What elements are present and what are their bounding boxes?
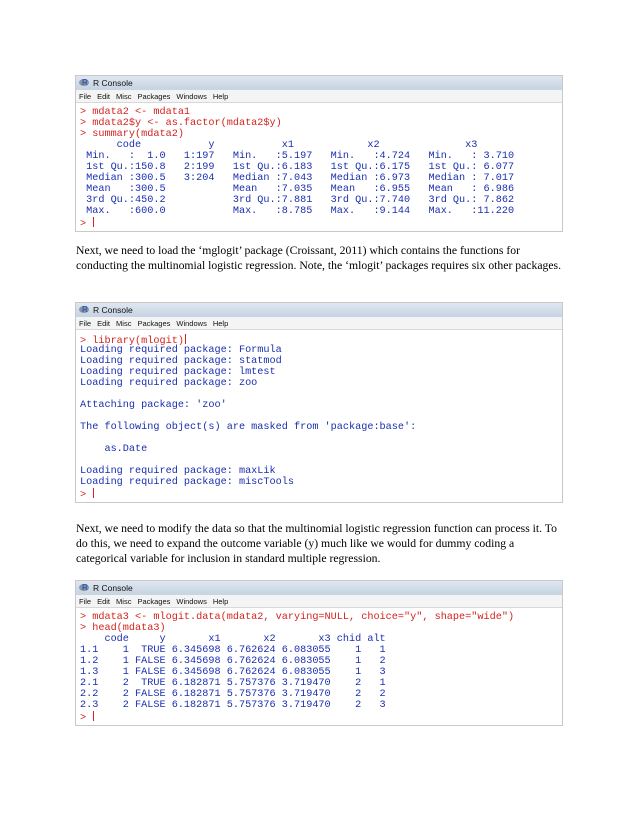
console-title: R Console xyxy=(93,583,133,593)
console-output-line: Mean :300.5 Mean :7.035 Mean :6.955 Mean : 6.986 xyxy=(80,184,515,195)
console-output[interactable] xyxy=(76,103,562,231)
console-command-line: > xyxy=(80,713,93,724)
console-command-line: > mdata2 <- mdata1 xyxy=(80,107,191,118)
text-cursor-icon xyxy=(93,217,94,227)
console-title: R Console xyxy=(93,305,133,315)
console-output-line: The following object(s) are masked from 'package:base': xyxy=(80,422,417,433)
console-output-line: code y x1 x2 x3 chid alt xyxy=(80,634,386,645)
console-output-line: Loading required package: Formula xyxy=(80,345,282,356)
console-menubar xyxy=(76,317,562,330)
console-output-line: Min. : 1.0 1:197 Min. :5.197 Min. :4.724 Min. : 3.710 xyxy=(80,151,515,162)
console-output-line: Loading required package: lmtest xyxy=(80,367,276,378)
console-blank-line xyxy=(80,455,558,466)
menu-file[interactable]: File xyxy=(79,596,92,606)
menu-help[interactable]: Help xyxy=(212,91,229,101)
console-title: R Console xyxy=(93,78,133,88)
console-output-line: Loading required package: maxLik xyxy=(80,466,276,477)
menu-file[interactable]: File xyxy=(79,318,92,328)
console-menubar xyxy=(76,595,562,608)
console-output-line: Median :300.5 3:204 Median :7.043 Median :6.973 Median : 7.017 xyxy=(80,173,515,184)
console-output-line: Max. :600.0 Max. :8.785 Max. :9.144 Max. :11.220 xyxy=(80,206,515,217)
console-output-line: Attaching package: 'zoo' xyxy=(80,400,227,411)
paragraph-data-expand: Next, we need to modify the data so that the multinomial logistic regression function can process it. To do this, we need to expand the outcome variable (y) much like we would for dummy coding a categorical variable for inclusion in standard multiple regression. xyxy=(76,522,557,565)
menu-packages[interactable]: Packages xyxy=(137,91,171,101)
r-logo-icon: R xyxy=(79,79,89,88)
menu-packages[interactable]: Packages xyxy=(137,596,171,606)
console-output-line: 2.3 2 FALSE 6.182871 5.757376 3.719470 2 3 xyxy=(80,700,386,711)
r-console-window-1[interactable] xyxy=(75,75,563,232)
console-output-line: 3rd Qu.:450.2 3rd Qu.:7.881 3rd Qu.:7.740 3rd Qu.: 7.862 xyxy=(80,195,515,206)
menu-windows[interactable]: Windows xyxy=(176,596,207,606)
console-output-line: 1.3 1 FALSE 6.345698 6.762624 6.083055 1 3 xyxy=(80,667,386,678)
console-output-line: Loading required package: statmod xyxy=(80,356,282,367)
menu-edit[interactable]: Edit xyxy=(97,318,111,328)
console-menubar xyxy=(76,90,562,103)
console-command-line: > mdata2$y <- as.factor(mdata2$y) xyxy=(80,118,282,129)
text-cursor-icon xyxy=(93,711,94,721)
r-logo-icon: R xyxy=(79,306,89,315)
console-command-line: > head(mdata3) xyxy=(80,623,166,634)
text-cursor-icon xyxy=(93,488,94,498)
console-output-line: 2.2 2 FALSE 6.182871 5.757376 3.719470 2 2 xyxy=(80,689,386,700)
console-output[interactable] xyxy=(76,330,562,502)
console-output[interactable] xyxy=(76,608,562,725)
console-output-line: 1st Qu.:150.8 2:199 1st Qu.:6.183 1st Qu.:6.175 1st Qu.: 6.077 xyxy=(80,162,515,173)
paragraph-mlogit-intro: Next, we need to load the ‘mglogit’ package (Croissant, 2011) which contains the functions for conducting the multinomial logistic regression. Note, the ‘mlogit’ packages requires six other packages. xyxy=(76,244,562,272)
console-titlebar xyxy=(76,581,562,595)
r-console-window-2[interactable] xyxy=(75,302,563,503)
console-output-line: as.Date xyxy=(80,444,148,455)
console-command-line: > library(mlogit) xyxy=(80,336,184,347)
r-console-window-3[interactable] xyxy=(75,580,563,726)
console-command-line: > xyxy=(80,219,93,230)
menu-windows[interactable]: Windows xyxy=(176,318,207,328)
menu-edit[interactable]: Edit xyxy=(97,91,111,101)
console-command-line: > summary(mdata2) xyxy=(80,129,184,140)
console-titlebar xyxy=(76,76,562,90)
text-cursor-icon xyxy=(185,334,186,344)
console-output-line: 1.1 1 TRUE 6.345698 6.762624 6.083055 1 1 xyxy=(80,645,386,656)
menu-packages[interactable]: Packages xyxy=(137,318,171,328)
console-blank-line xyxy=(80,433,558,444)
menu-help[interactable]: Help xyxy=(212,596,229,606)
console-blank-line xyxy=(80,411,558,422)
console-output-line: 1.2 1 FALSE 6.345698 6.762624 6.083055 1 2 xyxy=(80,656,386,667)
menu-file[interactable]: File xyxy=(79,91,92,101)
menu-edit[interactable]: Edit xyxy=(97,596,111,606)
console-output-line: Loading required package: zoo xyxy=(80,378,258,389)
r-logo-icon: R xyxy=(79,584,89,593)
console-output-line: Loading required package: miscTools xyxy=(80,477,294,488)
menu-misc[interactable]: Misc xyxy=(116,91,132,101)
menu-help[interactable]: Help xyxy=(212,318,229,328)
console-output-line: 2.1 2 TRUE 6.182871 5.757376 3.719470 2 1 xyxy=(80,678,386,689)
menu-windows[interactable]: Windows xyxy=(176,91,207,101)
console-command-line: > mdata3 <- mlogit.data(mdata2, varying=NULL, choice="y", shape="wide") xyxy=(80,612,515,623)
console-blank-line xyxy=(80,389,558,400)
menu-misc[interactable]: Misc xyxy=(116,596,132,606)
console-output-line: code y x1 x2 x3 xyxy=(80,140,478,151)
console-command-line: > xyxy=(80,490,93,501)
console-titlebar xyxy=(76,303,562,317)
menu-misc[interactable]: Misc xyxy=(116,318,132,328)
